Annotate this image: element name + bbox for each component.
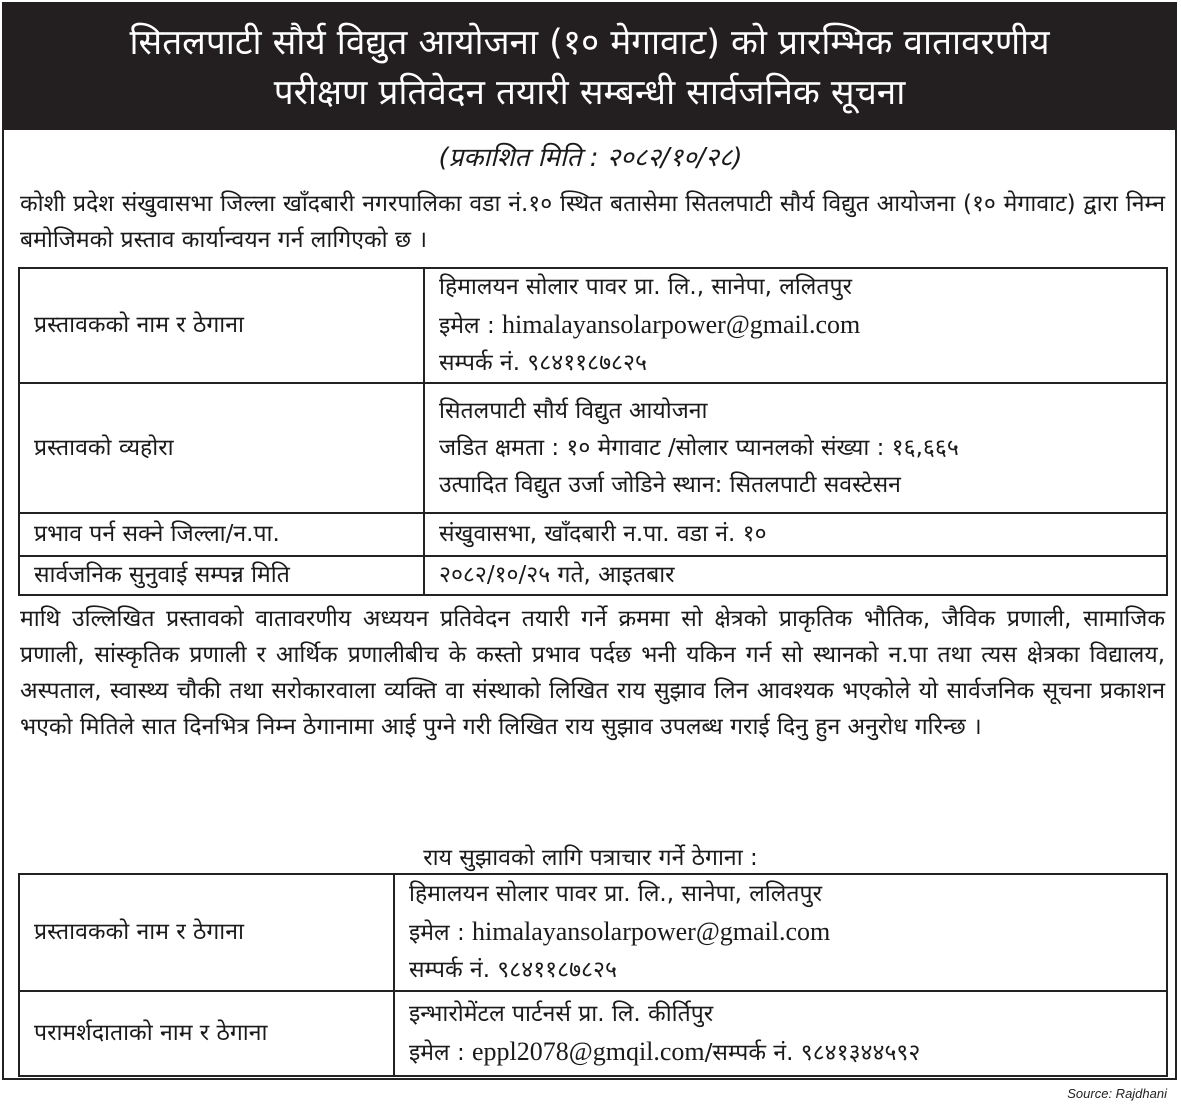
row-label: प्रस्तावकको नाम र ठेगाना xyxy=(19,874,394,991)
row-label: परामर्शदाताको नाम र ठेगाना xyxy=(19,991,394,1076)
table-row xyxy=(19,556,1167,595)
row-value xyxy=(394,991,1167,1076)
row-label: प्रस्तावको व्यहोरा xyxy=(19,383,424,513)
capacity: जडित क्षमता : १० मेगावाट /सोलार प्यानलको संख्या : १६,६६५ xyxy=(439,434,959,461)
email-address: himalayansolarpower@gmail.com xyxy=(502,310,861,339)
notice-header xyxy=(2,2,1177,130)
row-value: संखुवासभा, खाँदबारी न.पा. वडा नं. १० xyxy=(424,513,1167,556)
proponent-name: हिमालयन सोलार पावर प्रा. लि., सानेपा, ललितपुर xyxy=(409,881,822,907)
email-address: eppl2078@gmqil.com xyxy=(472,1036,705,1066)
table-row xyxy=(19,268,1167,383)
table-row xyxy=(19,874,1167,991)
contact-number: सम्पर्क नं. ९८४११८७८२५ xyxy=(409,957,617,983)
published-date: (प्रकाशित मिति : २०८२/१०/२८) xyxy=(438,143,743,173)
proponent-name: हिमालयन सोलार पावर प्रा. लि., सानेपा, ललितपुर xyxy=(439,274,852,300)
row-label: प्रस्तावकको नाम र ठेगाना xyxy=(19,268,424,383)
title-line-2: परीक्षण प्रतिवेदन तयारी सम्बन्धी सार्वजनिक सूचना xyxy=(273,73,906,113)
row-value: २०८२/१०/२५ गते, आइतबार xyxy=(424,556,1167,595)
email-label: इमेल : xyxy=(439,313,503,339)
intro-paragraph: कोशी प्रदेश संखुवासभा जिल्ला खाँदबारी नगरपालिका वडा नं.१० स्थित बतासेमा सितलपाटी सौर्य विद्युत आयोजना (१० मेगावाट) द्वारा निम्न बमोजिमको प्रस्ताव कार्यान्वयन गर्न लागिएको छ । xyxy=(20,191,1165,253)
row-label: प्रभाव पर्न सक्ने जिल्ला/न.पा. xyxy=(19,513,424,556)
consultant-name: इन्भारोमेंटल पार्टनर्स प्रा. लि. कीर्तिपुर xyxy=(409,1000,714,1027)
row-value xyxy=(424,268,1167,383)
source-credit: Source: Rajdhani xyxy=(1067,1086,1167,1101)
email-line xyxy=(409,1033,1152,1072)
body-paragraph: माथि उल्लिखित प्रस्तावको वातावरणीय अध्ययन प्रतिवेदन तयारी गर्ने क्रममा सो क्षेत्रको प्राकृतिक भौतिक, जैविक प्रणाली, सामाजिक प्रणाली, सांस्कृतिक प्रणाली र आर्थिक प्रणालीबीच के कस्तो प्रभाव पर्दछ भनी यकिन गर्न सो स्थानको न.पा तथा त्यस क्षेत्रका विद्यालय, अस्पताल, स्वास्थ्य चौकी तथा सरोकारवाला व्यक्ति वा संस्थाको लिखित राय सुझाव लिन आवश्यक भएकोले यो सार्वजनिक सूचना प्रकाशन भएको मितिले सात दिनभित्र निम्न ठेगानामा आई पुग्ने गरी लिखित राय सुझाव उपलब्ध गराई दिनु हुन अनुरोध गरिन्छ । xyxy=(20,606,1165,740)
connection-point: उत्पादित विद्युत उर्जा जोडिने स्थान: सितलपाटी सवस्टेसन xyxy=(439,471,901,498)
row-value xyxy=(394,874,1167,991)
email-line xyxy=(439,306,1152,345)
email-label: इमेल : xyxy=(409,920,473,946)
table-row xyxy=(19,383,1167,513)
correspondence-heading: राय सुझावको लागि पत्राचार गर्ने ठेगाना : xyxy=(423,845,758,871)
email-line xyxy=(409,913,1152,952)
title-line-1: सितलपाटी सौर्य विद्युत आयोजना (१० मेगावाट) को प्रारम्भिक वातावरणीय xyxy=(129,23,1050,63)
project-name: सितलपाटी सौर्य विद्युत आयोजना xyxy=(439,397,708,424)
row-label: सार्वजनिक सुनुवाई सम्पन्न मिति xyxy=(19,556,424,595)
proposal-table xyxy=(18,267,1168,596)
row-value xyxy=(424,383,1167,513)
email-address: himalayansolarpower@gmail.com xyxy=(472,917,831,946)
contact-number: /सम्पर्क नं. ९८४१३४४५९२ xyxy=(704,1039,921,1066)
table-row xyxy=(19,991,1167,1076)
table-row xyxy=(19,513,1167,556)
contact-number: सम्पर्क नं. ९८४११८७८२५ xyxy=(439,350,647,376)
email-label: इमेल : xyxy=(409,1039,473,1066)
correspondence-table xyxy=(18,873,1168,1077)
